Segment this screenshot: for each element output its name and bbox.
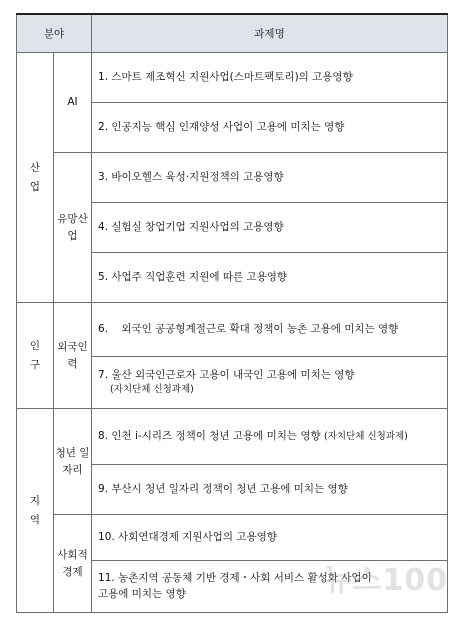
subfield-social: 사회적 경제 [54,515,92,613]
task-4: 4. 실험실 창업기업 지원사업의 고용영향 [92,203,448,253]
task-8-note: (자치단체 신청과제) [324,430,408,442]
task-9: 9. 부산시 청년 일자리 정책이 청년 고용에 미치는 영향 [92,465,448,515]
task-2: 2. 인공지능 핵심 인재양성 사업이 고용에 미치는 영향 [92,103,448,153]
task-6: 6. 외국인 공공형계절근로 확대 정책이 농촌 고용에 미치는 영향 [92,303,448,357]
header-task: 과제명 [92,14,448,53]
watermark: 뉴스100 [322,563,448,598]
subfield-promising: 유망산 업 [54,153,92,303]
table-row [17,515,448,561]
task-5: 5. 사업주 직업훈련 지원에 따른 고용영향 [92,253,448,303]
group-industry: 산 업 [17,53,54,303]
subfield-foreign: 외국인 력 [54,303,92,409]
subfield-youth: 청년 일 자리 [54,409,92,515]
task-8: 8. 인천 i-시리즈 정책이 청년 고용에 미치는 영향 (자치단체 신청과제) [92,409,448,465]
group-population: 인 구 [17,303,54,409]
task-table [16,13,448,613]
task-11: 11. 농촌지역 공동체 기반 경제・사회 서비스 활성화 사업이 고용에 미치는 영향 [92,561,448,613]
header-row [17,14,448,53]
task-3: 3. 바이오헬스 육성·지원정책의 고용영향 [92,153,448,203]
header-field: 분야 [17,14,92,53]
table-row [17,53,448,103]
task-1: 1. 스마트 제조혁신 지원사업(스마트팩토리)의 고용영향 [92,53,448,103]
task-10: 10. 사회연대경제 지원사업의 고용영향 [92,515,448,561]
table-row [17,409,448,465]
group-region: 지 역 [17,409,54,613]
subfield-ai: AI [54,53,92,153]
task-7: 7. 울산 외국인근로자 고용이 내국인 고용에 미치는 영향 (자치단체 신청과제) [92,357,448,409]
table-row [17,303,448,357]
table-row [17,153,448,203]
task-7-note: (자치단체 신청과제) [110,384,194,396]
